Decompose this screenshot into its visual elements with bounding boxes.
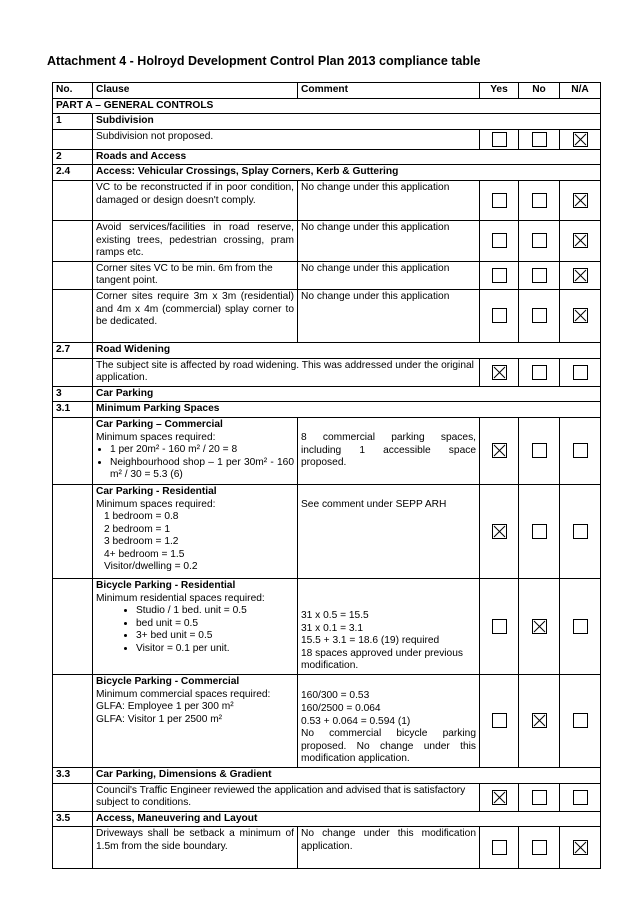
section-row	[53, 767, 601, 783]
comment-text: No change under this application	[298, 220, 480, 261]
na-checkbox[interactable]	[560, 578, 601, 674]
clause-text: The subject site is affected by road widening. This was addressed under the original application.	[93, 358, 480, 386]
clause-heading: Bicycle Parking - Residential	[96, 579, 236, 591]
comment-cell	[298, 578, 480, 674]
part-a-row	[53, 98, 601, 114]
yes-checkbox[interactable]	[480, 289, 519, 342]
list-item: Visitor/dwelling = 0.2	[104, 561, 198, 573]
empty-box-icon[interactable]	[573, 365, 588, 380]
comment-line: 15.5 + 3.1 = 18.6 (19) required	[301, 635, 440, 647]
empty-box-icon[interactable]	[532, 308, 547, 323]
section-no: 2	[53, 149, 93, 165]
section-title: Subdivision	[93, 114, 601, 130]
table-row	[53, 783, 601, 811]
checked-box-icon[interactable]	[532, 713, 547, 728]
section-no: 3.3	[53, 767, 93, 783]
table-row	[53, 484, 601, 578]
clause-intro: Minimum commercial spaces required:	[96, 688, 271, 700]
comment-text	[298, 484, 480, 578]
comment-line: 160/2500 = 0.064	[301, 702, 381, 714]
header-comment: Comment	[298, 83, 480, 99]
checked-box-icon[interactable]	[573, 193, 588, 208]
header-yes: Yes	[480, 83, 519, 99]
na-checkbox[interactable]	[560, 220, 601, 261]
clause-list	[96, 605, 294, 655]
na-checkbox[interactable]	[560, 484, 601, 578]
section-row	[53, 114, 601, 130]
na-checkbox[interactable]	[560, 674, 601, 767]
clause-cell	[93, 417, 298, 484]
na-checkbox[interactable]	[560, 827, 601, 869]
empty-box-icon[interactable]	[492, 233, 507, 248]
na-checkbox[interactable]	[560, 358, 601, 386]
checked-box-icon[interactable]	[492, 443, 507, 458]
section-no: 3.5	[53, 811, 93, 827]
section-row	[53, 811, 601, 827]
header-clause: Clause	[93, 83, 298, 99]
empty-box-icon[interactable]	[532, 132, 547, 147]
no-checkbox[interactable]	[519, 578, 560, 674]
na-checkbox[interactable]	[560, 417, 601, 484]
empty-box-icon[interactable]	[492, 193, 507, 208]
clause-text: Corner sites VC to be min. 6m from the tangent point.	[93, 261, 298, 289]
no-checkbox[interactable]	[519, 220, 560, 261]
na-checkbox[interactable]	[560, 180, 601, 220]
comment-line: 0.53 + 0.064 = 0.594 (1)	[301, 715, 411, 727]
table-row	[53, 261, 601, 289]
cross-mark-icon	[533, 620, 546, 633]
comment-text: No change under this application	[298, 289, 480, 342]
comment-line: No commercial bicycle parking proposed. No change under this modification application.	[301, 728, 476, 765]
section-row	[53, 386, 601, 402]
yes-checkbox[interactable]	[480, 417, 519, 484]
empty-box-icon[interactable]	[573, 713, 588, 728]
yes-checkbox[interactable]	[480, 180, 519, 220]
section-title: Access: Vehicular Crossings, Splay Corners, Kerb & Guttering	[93, 165, 601, 181]
no-checkbox[interactable]	[519, 129, 560, 149]
list-item: • Studio / 1 bed. unit = 0.5	[136, 605, 294, 618]
comment-line: 18 spaces approved under previous modification.	[301, 647, 463, 672]
na-checkbox[interactable]	[560, 129, 601, 149]
list-item: GLFA: Visitor 1 per 2500 m²	[96, 713, 223, 725]
section-row	[53, 165, 601, 181]
section-no: 2.7	[53, 342, 93, 358]
checked-box-icon[interactable]	[492, 524, 507, 539]
table-row	[53, 180, 601, 220]
no-checkbox[interactable]	[519, 783, 560, 811]
cross-mark-icon	[574, 269, 587, 282]
cross-mark-icon	[533, 714, 546, 727]
clause-text: Council's Traffic Engineer reviewed the application and advised that is satisfactory subject to conditions.	[93, 783, 480, 811]
section-title: Car Parking, Dimensions & Gradient	[93, 767, 601, 783]
list-item: 2 bedroom = 1	[104, 523, 170, 535]
yes-checkbox[interactable]	[480, 129, 519, 149]
empty-box-icon[interactable]	[532, 365, 547, 380]
no-checkbox[interactable]	[519, 180, 560, 220]
empty-box-icon[interactable]	[532, 193, 547, 208]
table-row	[53, 289, 601, 342]
na-checkbox[interactable]	[560, 261, 601, 289]
cross-mark-icon	[493, 525, 506, 538]
checked-box-icon[interactable]	[492, 790, 507, 805]
empty-box-icon[interactable]	[492, 713, 507, 728]
empty-box-icon[interactable]	[492, 308, 507, 323]
list-item: GLFA: Employee 1 per 300 m²	[96, 701, 234, 713]
yes-checkbox[interactable]	[480, 484, 519, 578]
empty-box-icon[interactable]	[492, 268, 507, 283]
empty-box-icon[interactable]	[492, 132, 507, 147]
no-checkbox[interactable]	[519, 827, 560, 869]
header-na: N/A	[560, 83, 601, 99]
clause-heading: Car Parking – Commercial	[96, 418, 223, 430]
yes-checkbox[interactable]	[480, 220, 519, 261]
clause-heading: Car Parking - Residential	[96, 485, 217, 497]
clause-cell	[93, 674, 298, 767]
clause-text: Subdivision not proposed.	[93, 129, 480, 149]
no-checkbox[interactable]	[519, 484, 560, 578]
cross-mark-icon	[493, 366, 506, 379]
section-row	[53, 342, 601, 358]
section-no: 3.1	[53, 402, 93, 418]
list-item: • Neighbourhood shop – 1 per 30m² - 160 m² / 30 = 5.3 (6)	[110, 457, 294, 482]
cross-mark-icon	[574, 194, 587, 207]
empty-box-icon[interactable]	[573, 790, 588, 805]
no-checkbox[interactable]	[519, 289, 560, 342]
clause-text: Avoid services/facilities in road reserve, existing trees, pedestrian crossing, pram ramps etc.	[93, 220, 298, 261]
section-title: Roads and Access	[93, 149, 601, 165]
yes-checkbox[interactable]	[480, 827, 519, 869]
checked-box-icon[interactable]	[573, 132, 588, 147]
section-no: 2.4	[53, 165, 93, 181]
empty-box-icon[interactable]	[492, 840, 507, 855]
table-row	[53, 674, 601, 767]
clause-text: VC to be reconstructed if in poor condition, damaged or design doesn't comply.	[93, 180, 298, 220]
table-row	[53, 220, 601, 261]
part-a-heading: PART A – GENERAL CONTROLS	[53, 98, 601, 114]
checked-box-icon[interactable]	[532, 619, 547, 634]
yes-checkbox[interactable]	[480, 578, 519, 674]
list-item: 4+ bedroom = 1.5	[104, 548, 185, 560]
table-row	[53, 578, 601, 674]
checked-box-icon[interactable]	[573, 840, 588, 855]
list-item: • 3+ bed unit = 0.5	[136, 630, 294, 643]
section-title: Minimum Parking Spaces	[93, 402, 601, 418]
cross-mark-icon	[574, 234, 587, 247]
no-checkbox[interactable]	[519, 674, 560, 767]
comment-text-span: See comment under SEPP ARH	[301, 498, 447, 510]
comment-text	[298, 417, 480, 484]
clause-intro: Minimum residential spaces required:	[96, 592, 265, 604]
list-item: • 1 per 20m² - 160 m² / 20 = 8	[110, 444, 294, 457]
empty-box-icon[interactable]	[532, 840, 547, 855]
empty-box-icon[interactable]	[573, 619, 588, 634]
cross-mark-icon	[574, 133, 587, 146]
list-item: 1 bedroom = 0.8	[104, 511, 179, 523]
section-no: 1	[53, 114, 93, 130]
cross-mark-icon	[493, 791, 506, 804]
section-title: Access, Maneuvering and Layout	[93, 811, 601, 827]
empty-box-icon[interactable]	[532, 233, 547, 248]
na-checkbox[interactable]	[560, 289, 601, 342]
empty-box-icon[interactable]	[573, 524, 588, 539]
checked-box-icon[interactable]	[492, 365, 507, 380]
cross-mark-icon	[574, 309, 587, 322]
section-row	[53, 149, 601, 165]
header-no-col: No	[519, 83, 560, 99]
clause-heading: Bicycle Parking - Commercial	[96, 675, 240, 687]
section-title: Car Parking	[93, 386, 601, 402]
list-item: • Visitor = 0.1 per unit.	[136, 643, 294, 656]
comment-text: No change under this application	[298, 180, 480, 220]
section-row	[53, 402, 601, 418]
empty-box-icon[interactable]	[492, 619, 507, 634]
comment-text-span: 8 commercial parking spaces, including 1 accessible space proposed.	[301, 431, 476, 469]
comment-text: No change under this modification application.	[298, 827, 480, 869]
list-item: • bed unit = 0.5	[136, 618, 294, 631]
clause-intro: Minimum spaces required:	[96, 431, 216, 443]
list-item: 3 bedroom = 1.2	[104, 536, 179, 548]
clause-list	[96, 444, 294, 482]
section-title: Road Widening	[93, 342, 601, 358]
clause-cell	[93, 484, 298, 578]
clause-cell	[93, 578, 298, 674]
yes-checkbox[interactable]	[480, 261, 519, 289]
no-checkbox[interactable]	[519, 261, 560, 289]
comment-cell	[298, 674, 480, 767]
header-row	[53, 83, 601, 99]
yes-checkbox[interactable]	[480, 783, 519, 811]
checked-box-icon[interactable]	[573, 233, 588, 248]
yes-checkbox[interactable]	[480, 674, 519, 767]
empty-box-icon[interactable]	[532, 268, 547, 283]
table-row	[53, 358, 601, 386]
checked-box-icon[interactable]	[573, 268, 588, 283]
no-checkbox[interactable]	[519, 358, 560, 386]
page-title: Attachment 4 - Holroyd Development Control Plan 2013 compliance table	[47, 54, 481, 68]
cross-mark-icon	[493, 444, 506, 457]
empty-box-icon[interactable]	[532, 443, 547, 458]
comment-line: 31 x 0.1 = 3.1	[301, 622, 364, 634]
na-checkbox[interactable]	[560, 783, 601, 811]
comment-text: No change under this application	[298, 261, 480, 289]
clause-intro: Minimum spaces required:	[96, 498, 216, 510]
table-row	[53, 417, 601, 484]
empty-box-icon[interactable]	[573, 443, 588, 458]
table-row	[53, 827, 601, 869]
empty-box-icon[interactable]	[532, 524, 547, 539]
checked-box-icon[interactable]	[573, 308, 588, 323]
empty-box-icon[interactable]	[532, 790, 547, 805]
table-row	[53, 129, 601, 149]
section-no: 3	[53, 386, 93, 402]
cross-mark-icon	[574, 841, 587, 854]
yes-checkbox[interactable]	[480, 358, 519, 386]
no-checkbox[interactable]	[519, 417, 560, 484]
comment-line: 31 x 0.5 = 15.5	[301, 609, 369, 621]
compliance-table	[52, 82, 601, 869]
header-no: No.	[53, 83, 93, 99]
comment-line: 160/300 = 0.53	[301, 690, 370, 702]
clause-text: Driveways shall be setback a minimum of 1.5m from the side boundary.	[93, 827, 298, 869]
clause-text: Corner sites require 3m x 3m (residential) and 4m x 4m (commercial) splay corner to be dedicated.	[93, 289, 298, 342]
